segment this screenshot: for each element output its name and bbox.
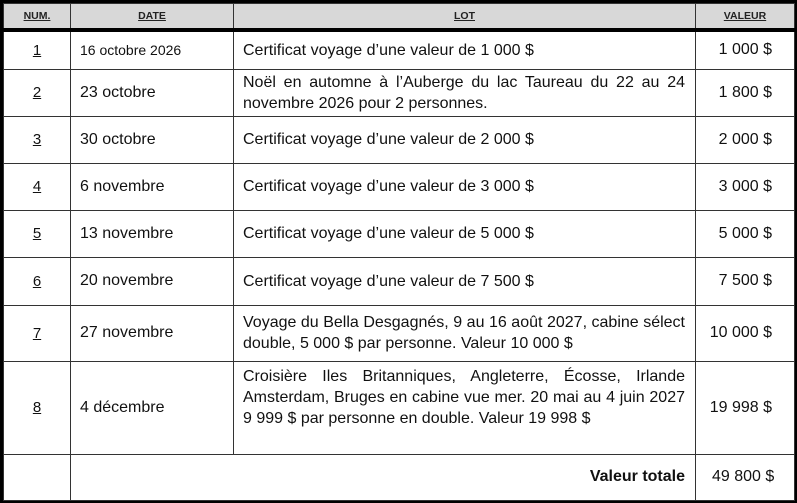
total-value: 49 800 $ <box>696 454 795 500</box>
row-valeur: 7 500 $ <box>696 257 795 305</box>
row-num-value: 7 <box>32 324 42 342</box>
row-date: 4 décembre <box>71 361 234 454</box>
table-row <box>4 163 795 210</box>
row-num <box>4 257 71 305</box>
row-num-value: 6 <box>32 272 42 290</box>
row-valeur: 10 000 $ <box>696 305 795 361</box>
row-num-value: 8 <box>32 399 42 416</box>
prize-table <box>3 3 795 501</box>
row-valeur: 19 998 $ <box>696 361 795 454</box>
table-row <box>4 116 795 163</box>
row-num-value: 1 <box>32 41 42 59</box>
table-row <box>4 305 795 361</box>
table-row <box>4 210 795 257</box>
table-row <box>4 30 795 69</box>
header-valeur: VALEUR <box>696 4 795 31</box>
row-lot: Noël en automne à l’Auberge du lac Taureau du 22 au 24 novembre 2026 pour 2 personnes. <box>234 69 696 116</box>
row-num <box>4 163 71 210</box>
row-valeur: 2 000 $ <box>696 116 795 163</box>
row-num <box>4 361 71 454</box>
row-lot: Voyage du Bella Desgagnés, 9 au 16 août 2027, cabine sélect double, 5 000 $ par personne. Valeur 10 000 $ <box>234 305 696 361</box>
row-num <box>4 30 71 69</box>
table-row <box>4 257 795 305</box>
row-lot: Certificat voyage d’une valeur de 3 000 $ <box>234 163 696 210</box>
row-num <box>4 305 71 361</box>
table-row <box>4 69 795 116</box>
row-date: 20 novembre <box>71 257 234 305</box>
row-num-value: 5 <box>32 225 42 242</box>
row-lot: Croisière Iles Britanniques, Angleterre, Écosse, Irlande Amsterdam, Bruges en cabine vue mer. 20 mai au 4 juin 2027 9 999 $ par personne en double. Valeur 19 998 $ <box>234 361 696 454</box>
total-row <box>4 454 795 500</box>
header-lot: LOT <box>234 4 696 31</box>
row-valeur: 1 000 $ <box>696 30 795 69</box>
row-lot: Certificat voyage d’une valeur de 5 000 $ <box>234 210 696 257</box>
header-row <box>4 4 795 31</box>
row-date: 27 novembre <box>71 305 234 361</box>
row-valeur: 1 800 $ <box>696 69 795 116</box>
total-empty-cell <box>4 454 71 500</box>
total-label: Valeur totale <box>71 454 696 500</box>
row-num-value: 4 <box>32 178 42 195</box>
row-num-value: 2 <box>32 84 42 101</box>
row-valeur: 3 000 $ <box>696 163 795 210</box>
row-num <box>4 69 71 116</box>
row-date: 30 octobre <box>71 116 234 163</box>
header-num: NUM. <box>4 4 71 31</box>
row-num-value: 3 <box>32 131 42 148</box>
row-date: 13 novembre <box>71 210 234 257</box>
row-lot: Certificat voyage d’une valeur de 2 000 $ <box>234 116 696 163</box>
header-date: DATE <box>71 4 234 31</box>
row-num <box>4 210 71 257</box>
row-date: 23 octobre <box>71 69 234 116</box>
row-date: 16 octobre 2026 <box>71 30 234 69</box>
table-row <box>4 361 795 454</box>
row-lot: Certificat voyage d’une valeur de 1 000 $ <box>234 30 696 69</box>
row-lot: Certificat voyage d’une valeur de 7 500 $ <box>234 257 696 305</box>
row-valeur: 5 000 $ <box>696 210 795 257</box>
row-date: 6 novembre <box>71 163 234 210</box>
row-num <box>4 116 71 163</box>
